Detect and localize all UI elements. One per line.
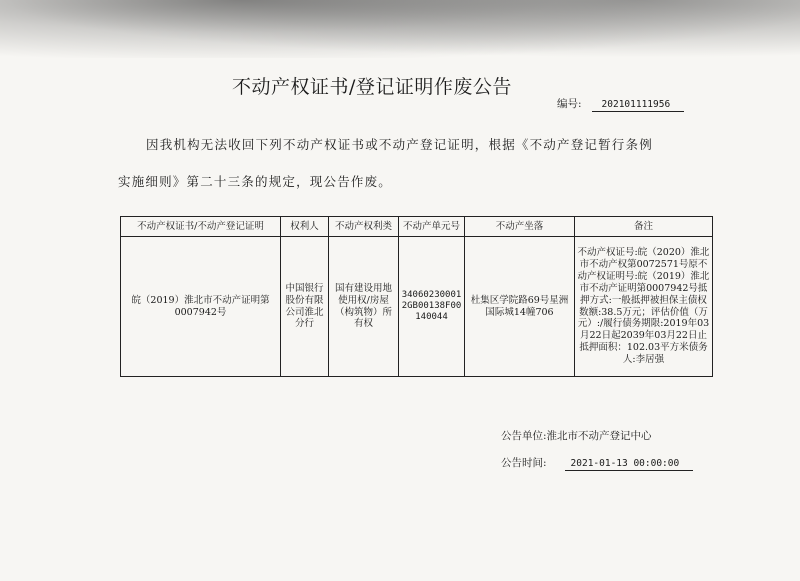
records-table (120, 216, 713, 377)
header-location: 不动产坐落 (465, 217, 575, 237)
header-unit-no: 不动产单元号 (399, 217, 465, 237)
header-right-type: 不动产权利类 (329, 217, 399, 237)
page-title: 不动产权证书/登记证明作废公告 (232, 76, 512, 98)
notice-number-label: 编号: (557, 98, 582, 110)
notice-number (557, 96, 684, 112)
announce-unit-label: 公告单位: (501, 430, 547, 442)
announce-time (501, 455, 693, 471)
notice-paragraph-line-1: 因我机构无法收回下列不动产权证书或不动产登记证明，根据《不动产登记暂行条例 (146, 137, 653, 152)
header-certificate: 不动产权证书/不动产登记证明 (121, 217, 281, 237)
notice-number-value: 202101111956 (592, 99, 685, 112)
cell-remark: 不动产权证号:皖（2020）淮北市不动产权第0072571号原不动产权证明号:皖（2019）淮北市不动产证明第0007942号抵押方式:一般抵押被担保主债权数额:38.5万元；评估价值（万元）:/履行债务期限:2019年03月22日起2039年03月22日止抵押面积：102.03平方米债务人:李居强 (575, 237, 713, 377)
notice-paragraph-line-2: 实施细则》第二十三条的规定，现公告作废。 (118, 174, 393, 189)
cell-unit-no: 340602300012GB00138F00140044 (399, 237, 465, 377)
scan-shadow (0, 0, 800, 58)
table-header-row (121, 217, 713, 237)
announce-time-value: 2021-01-13 00:00:00 (565, 458, 694, 471)
announce-unit-value: 淮北市不动产登记中心 (546, 430, 652, 442)
announce-time-label: 公告时间: (501, 457, 547, 469)
header-remark: 备注 (575, 217, 713, 237)
cell-holder: 中国银行股份有限公司淮北分行 (281, 237, 329, 377)
header-holder: 权利人 (281, 217, 329, 237)
table-row (121, 237, 713, 377)
cell-location: 杜集区学院路69号星洲国际城14幢706 (465, 237, 575, 377)
cell-right-type: 国有建设用地使用权/房屋（构筑物）所有权 (329, 237, 399, 377)
cell-certificate: 皖（2019）淮北市不动产证明第0007942号 (121, 237, 281, 377)
announce-unit (501, 428, 652, 443)
